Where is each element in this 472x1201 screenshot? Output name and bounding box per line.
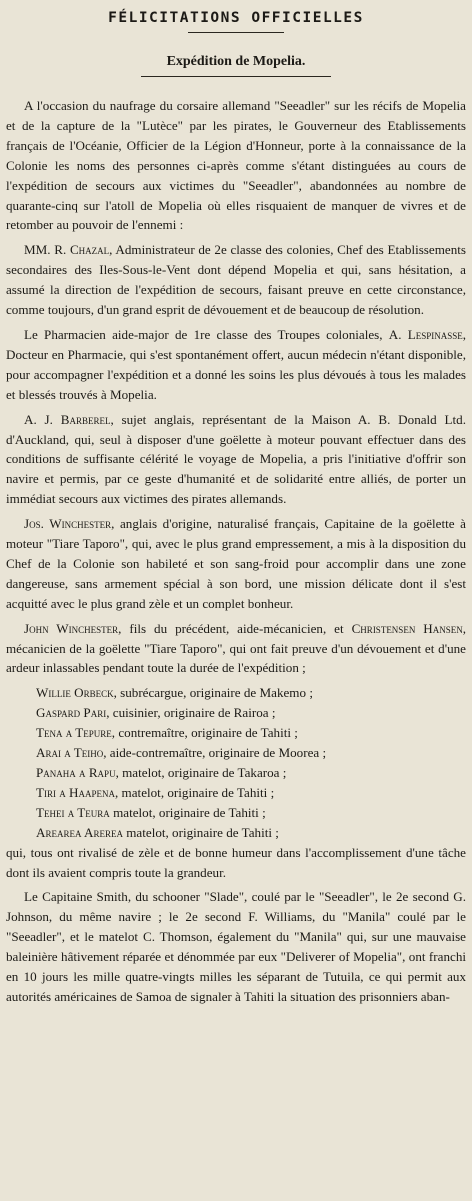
jos-winchester-paragraph: [6, 514, 466, 614]
paragraph-text: Docteur en Pharmacie, qui s'est spontanément offert, aucun médecin n'étant disponible, pour accompagner l'expédition et a donné les soins les plus dévoués à tous les malades et blessés trouvés à Mopelia.: [6, 346, 466, 402]
list-item: [36, 703, 466, 723]
chazal-paragraph: [6, 240, 466, 320]
list-item: [36, 763, 466, 783]
crew-role: matelot, originaire de Takaroa ;: [118, 765, 287, 780]
paragraph-text: Le Pharmacien aide-major de 1re classe des Troupes coloniales,: [24, 326, 389, 342]
person-name: Jos. Winchester,: [24, 516, 115, 532]
person-name: John Winchester,: [24, 620, 122, 636]
lespinasse-paragraph: [6, 325, 466, 405]
crew-role: subrécargue, originaire de Makemo ;: [116, 685, 313, 701]
article-body: [6, 96, 466, 1007]
subheading-rule: [141, 76, 331, 77]
crew-role: matelot, originaire de Tahiti ;: [122, 824, 279, 840]
list-item: [36, 823, 466, 843]
crew-role: cuisinier, originaire de Rairoa ;: [109, 705, 276, 721]
crew-name: Tiri a Haapena,: [36, 784, 119, 800]
crew-role: aide-contremaître, originaire de Moorea ;: [106, 745, 327, 761]
person-name: A. Lespinasse,: [388, 326, 466, 342]
crew-name: Tena a Tepure,: [36, 725, 116, 741]
john-winchester-paragraph: [6, 619, 466, 679]
list-item: [36, 723, 466, 743]
section-subheading: Expédition de Mopelia.: [166, 54, 306, 69]
paragraph-text: anglais d'origine, naturalisé français, Capitaine de la goëlette à moteur "Tiare Taporo", qui, avec le plus grand empressement, a mis à la disposition du Chef de la Colonie son habileté et son sang-froid pour accomplir dans une zone dangereuse, sans armement spécial à son bord, une mission délicate dont il s'est acquitté avec le plus grand zèle et un complet bonheur.: [6, 516, 466, 611]
header-rule: [188, 32, 284, 33]
crew-role: matelot, originaire de Tahiti ;: [118, 784, 275, 800]
crew-name: Gaspard Pari,: [36, 705, 110, 721]
paragraph-text: sujet anglais, représentant de la Maison A. B. Donald Ltd. d'Auckland, qui, seul à disposer d'une goëlette à moteur pouvant effectuer dans des conditions de suffisante célérité le voyage de Mopelia, a pris l'initiative d'offrir son navire et permis, par ce geste d'humanité et de solidarité entre alliés, de porter un immédiat secours aux victimes des pirates allemands.: [6, 411, 466, 507]
person-name: Christensen Hansen,: [351, 620, 466, 636]
person-name: A. J. Barberel,: [24, 411, 114, 427]
paragraph-text: fils du précédent, aide-mécanicien, et: [121, 620, 352, 636]
list-item: [36, 783, 466, 803]
barberel-paragraph: [6, 410, 466, 510]
crew-name: Arai a Teiho,: [36, 745, 107, 761]
page-header: FÉLICITATIONS OFFICIELLES: [108, 10, 364, 26]
list-item: [36, 743, 466, 763]
paragraph-text: Administrateur de 2e classe des colonies, Chef des Etablissements secondaires des Iles-Sous-le-Vent dont dépend Mopelia et qui, sans hésitation, a assumé la direction de l'expédition de secours, faisant preuve en cette circonstance, comme toujours, d'un grand esprit de dévouement et de beaucoup de résolution.: [6, 242, 466, 318]
crew-role: matelot, originaire de Tahiti ;: [109, 804, 266, 820]
crew-name: Arearea Arerea: [36, 824, 123, 840]
person-name: MM. R. Chazal,: [24, 242, 113, 258]
list-item: [36, 683, 466, 703]
crew-name: Tehei a Teura: [36, 804, 110, 820]
paragraph-text: mécanicien de la goëlette "Tiare Taporo", qui ont fait preuve d'un dévouement et d'une ardeur inlassables pendant toute la durée de l'expédition ;: [6, 640, 466, 676]
crew-role: contremaître, originaire de Tahiti ;: [115, 725, 298, 741]
crew-list: [36, 683, 466, 842]
closing-paragraph: qui, tous ont rivalisé de zèle et de bonne humeur dans l'accomplissement d'une tâche dont ils avaient compris toute la grandeur.: [6, 844, 466, 880]
crew-name: Panaha a Rapu,: [36, 765, 119, 780]
intro-paragraph: A l'occasion du naufrage du corsaire allemand "Seeadler" sur les récifs de Mopelia et de la capture de la "Lutèce" par les pirates, le Gouverneur des Etablissements français de l'Océanie, Officier de la Légion d'Honneur, porte à la connaissance de la Colonie les noms des personnes ci-après comme s'étant distinguées au cours de l'expédition de secours aux victimes du "Seeadler", abandonnées au nombre de quarante-cinq sur l'atoll de Mopelia où elles risquaient de manquer de vivres et de retomber au pouvoir de l'ennemi :: [6, 98, 466, 233]
smith-paragraph: Le Capitaine Smith, du schooner "Slade", coulé par le "Seeadler", le 2e second G. Johnson, du même navire ; le 2e second F. Williams, du "Manila" coulé par le "Seeadler", et le matelot C. Thomson, également du "Manila" qui, sur une mauvaise baleinière hâtivement réparée et dénommée par eux "Deliverer of Mopelia", ont franchi en 10 jours les mille quatre-vingts milles les séparant de Tutuila, ce qui permit aux autorités américaines de Samoa de signaler à Tahiti la situation des prisonniers aban-: [6, 889, 466, 1004]
crew-name: Willie Orbeck,: [36, 685, 117, 701]
list-item: [36, 803, 466, 823]
